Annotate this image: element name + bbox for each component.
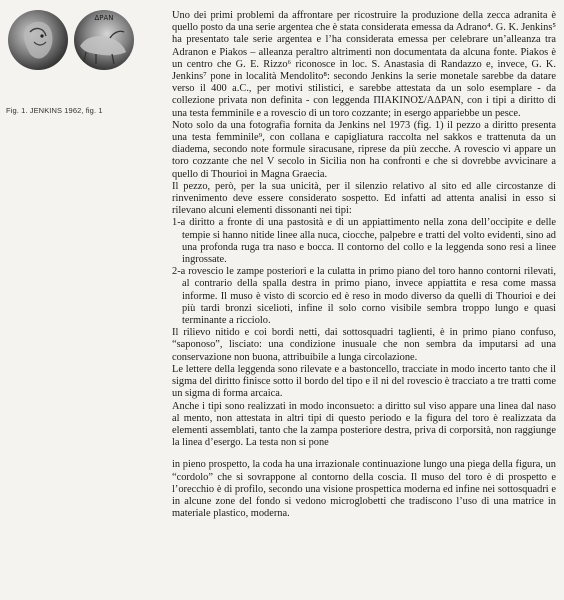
paragraph-photo: Noto solo da una fotografia fornita da Jenkins nel 1973 (fig. 1) il pezzo a diritto presenta una testa femminile⁹, con collana e capigliatura raccolta nel sakkos e trattenuta da un diadema, secondo note formule siracusane, riprese da più zecche. A rovescio vi appare un toro cozzante che nel V secolo in Sicilia non ha confronti e che si dovrebbe avvicinare a quello di Thourioi in Magna Graecia.: [172, 119, 556, 180]
coin-reverse: [74, 10, 134, 70]
paragraph-continuation: in pieno prospetto, la coda ha una irrazionale continuazione lungo una piega della figura, un “cordolo” che si sovrappone al contorno della coscia. Il muso del toro è di prospetto e l’orecchio è di profilo, secondo una visione prospettica moderna ed infine nei sottosquadri e in alcune zone del fondo si vedono microglobetti che tradiscono l’uso di una matrice in materiale plastico, moderna.: [172, 459, 556, 520]
coin-figure: [6, 6, 136, 76]
paragraph-types: Anche i tipi sono realizzati in modo inconsueto: a diritto sul viso appare una linea dal naso al mento, non attestata in altri tipi di questo periodo e la figura del toro è realizzata da elementi assemblati, tanto che la zampa posteriore destra, priva di corporsità, non raggiunge la linea d’esergo. La testa non si pone: [172, 400, 556, 449]
list-item-obverse: 1-a diritto a fronte di una pastosità e di un appiattimento nella zona dell’occipite e delle tempie si hanno nitide linee alla nuca, ciocche, palpebre e tratti del volto evidenti, sino ad una profonda ruga tra naso e bocca. Il contorno del collo e la leggenda sono resi a linee ingrossate.: [172, 217, 556, 266]
figure-caption: Fig. 1. JENKINS 1962, fig. 1: [6, 106, 103, 115]
coin-legend: ΔΡΑΝ: [94, 14, 114, 22]
coin-obverse: [8, 10, 68, 70]
paragraph-letters: Le lettere della leggenda sono rilevate e a bastoncello, tracciate in modo incerto tanto che il sigma del diritto finisce sotto il bordo del tipo e il ni del rovescio è tracciato a tre tratti come un sigma di forma arcaica.: [172, 363, 556, 400]
coin-images: [6, 6, 136, 76]
paragraph-suspect: Il pezzo, però, per la sua unicità, per il silenzio relativo al sito ed alle circostanze di rinvenimento deve essere considerato sospetto. Ed infatti ad attenta analisi in esso si rilevano alcuni elementi dissonanti nei tipi:: [172, 180, 556, 217]
paragraph-intro: Uno dei primi problemi da affrontare per ricostruire la produzione della zecca adranita è quello posto da una serie argentea che è stata considerata emessa da Adrano⁴. G. K. Jenkins⁵ ha presentato tale serie argentea e l’ha considerata emessa per celebrare un’alleanza tra Adranon e Piakos – alleanza peraltro altrimenti non documentata da alcuna fonte. Piakos è un centro che G. E. Rizzo⁶ riconosce in loc. S. Anastasia di Randazzo e, invece, G. K. Jenkins⁷ pone in località Mendolito⁸: secondo Jenkins la serie monetale sarebbe da datare verso il 400 a.C., per motivi stilistici, e sarebbe attestata da un solo esemplare - da collezione privata non definita - con leggenda ΠΙΑΚΙΝΟΣ/ΑΔΡΑΝ, con i tipi a diritto di una testa femminile e a rovescio di un toro cozzante; in esergo appariebbe un pesce.: [172, 10, 556, 119]
article-body: [172, 10, 556, 520]
list-item-reverse: 2-a rovescio le zampe posteriori e la culatta in primo piano del toro hanno contorni rilevati, al contrario della spalla destra in primo piano, invece appiattita e resa come massa informe. Il muso è visto di scorcio ed è reso in modo diverso da quelli di Thourioi e dei più tardi bronzi sicelioti, infine il solo corno visibile sembra troppo lungo e quasi terminante a ricciolo.: [172, 266, 556, 327]
paragraph-relief: Il rilievo nitido e coi bordi netti, dai sottosquadri taglienti, è in primo piano confuso, “saponoso”, lisciato: una condizione inusuale che non sembra da imputarsi ad una conservazione non buona, attribuibile a lunga circolazione.: [172, 327, 556, 363]
